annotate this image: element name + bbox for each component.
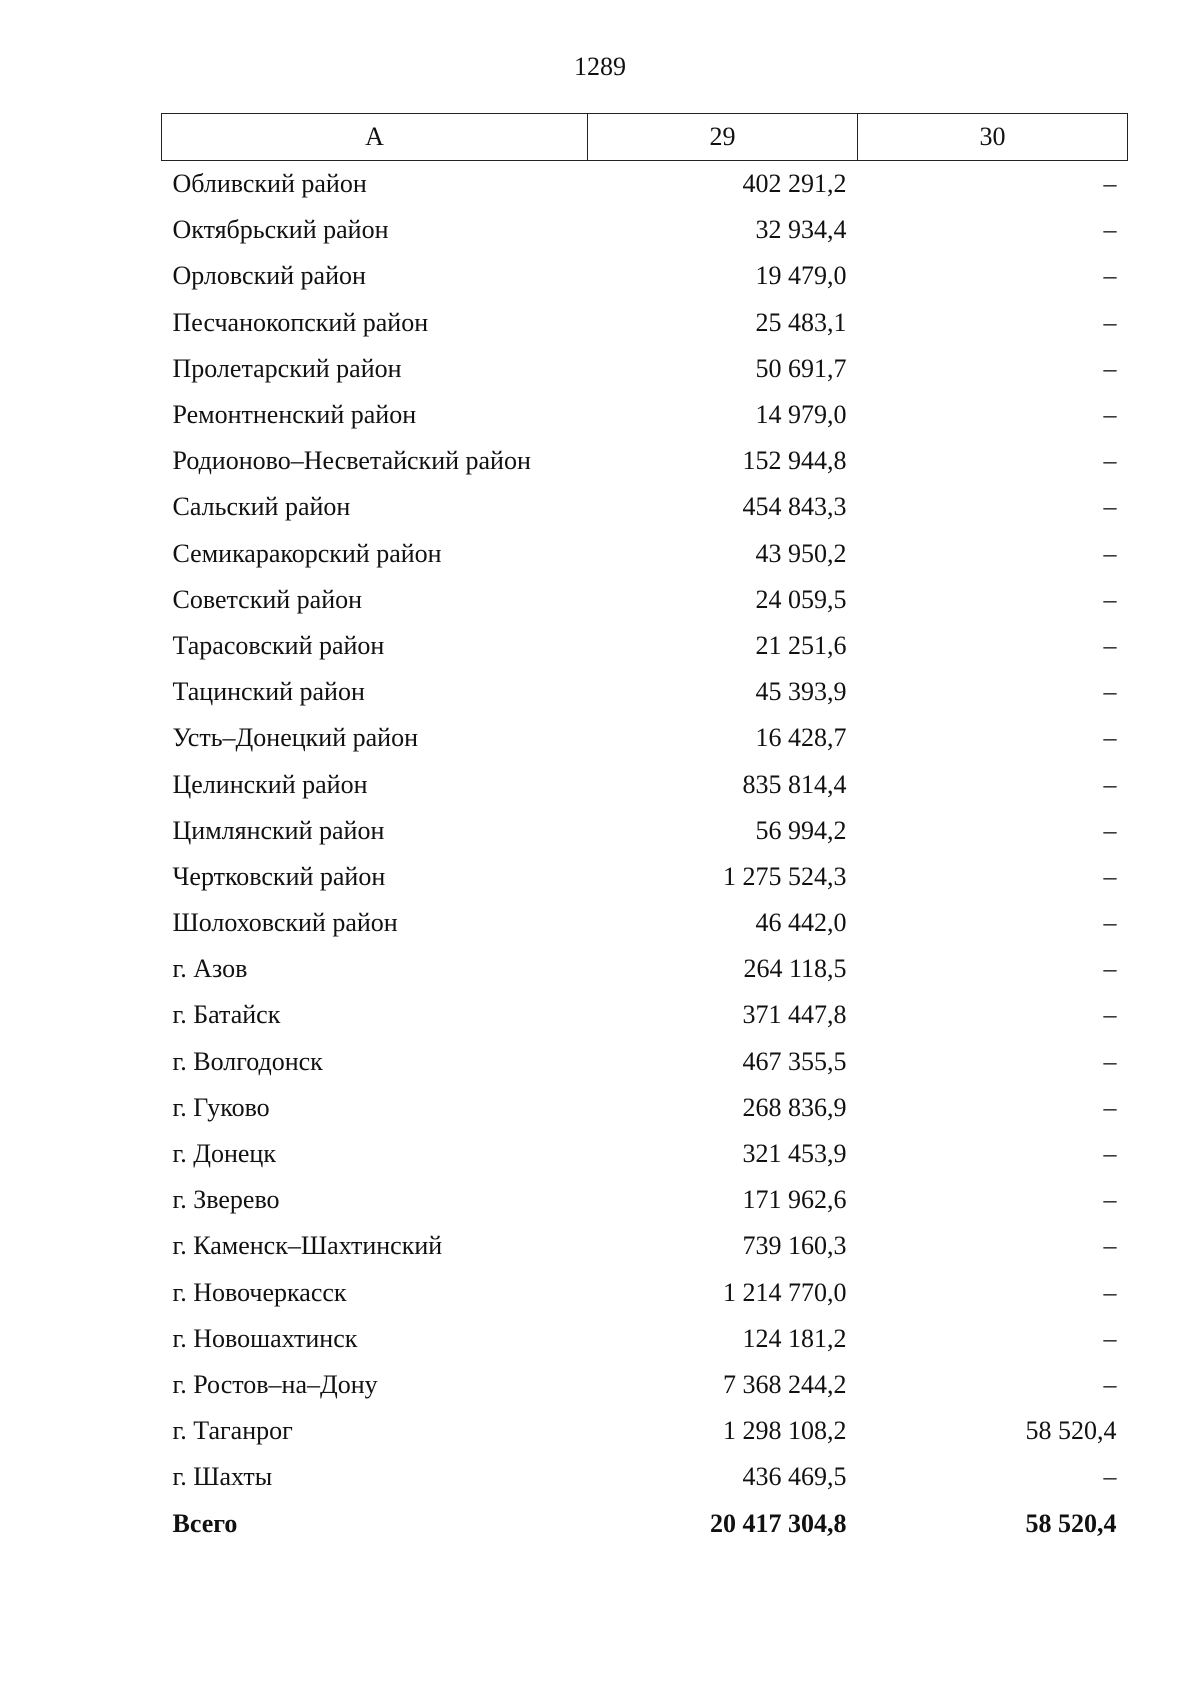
- table-row: [162, 669, 1128, 715]
- row-value-30-cell: –: [1103, 861, 1117, 891]
- row-name-cell: Семикаракорский район: [172, 538, 442, 568]
- row-value-29-cell: 454 843,3: [742, 492, 847, 522]
- row-name-cell: Целинский район: [172, 769, 368, 799]
- row-name-cell: Родионово–Несветайский район: [172, 446, 531, 476]
- row-value-29-cell: 7 368 244,2: [723, 1369, 847, 1399]
- table-row: [162, 300, 1128, 346]
- row-name-cell: Советский район: [172, 584, 363, 614]
- table-row: [162, 1454, 1128, 1500]
- table-row: [162, 1408, 1128, 1454]
- row-name-cell: Пролетарский район: [172, 353, 402, 383]
- row-value-30-cell: –: [1103, 677, 1117, 707]
- row-name-cell: г. Азов: [172, 954, 248, 984]
- row-value-29-cell: 1 298 108,2: [723, 1416, 847, 1446]
- row-value-29-cell: 45 393,9: [755, 677, 847, 707]
- table-row: [162, 854, 1128, 900]
- column-header-name: А: [162, 114, 588, 161]
- table-row: [162, 484, 1128, 530]
- table-row: [162, 253, 1128, 299]
- row-value-30-cell: –: [1103, 538, 1117, 568]
- row-value-30-cell: –: [1103, 492, 1117, 522]
- table-row: [162, 1270, 1128, 1316]
- row-name-cell: Чертковский район: [172, 861, 386, 891]
- total-label-cell: Всего: [172, 1508, 238, 1538]
- table-row: [162, 531, 1128, 577]
- row-value-30-cell: –: [1103, 954, 1117, 984]
- row-name-cell: г. Новочеркасск: [172, 1277, 347, 1307]
- row-name-cell: г. Новошахтинск: [172, 1323, 358, 1353]
- row-value-29-cell: 1 275 524,3: [723, 861, 847, 891]
- row-value-30-cell: –: [1103, 630, 1117, 660]
- row-value-29-cell: 46 442,0: [755, 908, 847, 938]
- row-name-cell: г. Волгодонск: [172, 1046, 323, 1076]
- row-value-29-cell: 19 479,0: [755, 261, 847, 291]
- row-name-cell: г. Каменск–Шахтинский: [172, 1231, 443, 1261]
- row-name-cell: г. Ростов–на–Дону: [172, 1369, 378, 1399]
- row-value-30-cell: –: [1103, 1092, 1117, 1122]
- row-value-30-cell: –: [1103, 1323, 1117, 1353]
- total-value-30-cell: 58 520,4: [1025, 1508, 1117, 1538]
- row-value-30-cell: –: [1103, 1185, 1117, 1215]
- row-name-cell: Тарасовский район: [172, 630, 385, 660]
- row-value-29-cell: 467 355,5: [742, 1046, 847, 1076]
- row-value-29-cell: 14 979,0: [755, 400, 847, 430]
- table-row: [162, 1362, 1128, 1408]
- table-row: [162, 1039, 1128, 1085]
- row-name-cell: г. Гуково: [172, 1092, 270, 1122]
- row-value-29-cell: 43 950,2: [755, 538, 847, 568]
- table-row: [162, 161, 1128, 208]
- table-row: [162, 577, 1128, 623]
- row-value-29-cell: 436 469,5: [742, 1462, 847, 1492]
- table-row: [162, 808, 1128, 854]
- row-value-29-cell: 371 447,8: [742, 1000, 847, 1030]
- budget-table: [161, 113, 1128, 1547]
- row-value-29-cell: 835 814,4: [742, 769, 847, 799]
- table-row: [162, 1085, 1128, 1131]
- row-value-30-cell: –: [1103, 1139, 1117, 1169]
- table-row: [162, 392, 1128, 438]
- row-value-30-cell: –: [1103, 446, 1117, 476]
- row-value-29-cell: 16 428,7: [755, 723, 847, 753]
- row-value-30-cell: –: [1103, 261, 1117, 291]
- row-name-cell: Сальский район: [172, 492, 351, 522]
- row-name-cell: Цимлянский район: [172, 815, 385, 845]
- row-value-30-cell: –: [1103, 1462, 1117, 1492]
- row-name-cell: г. Батайск: [172, 1000, 281, 1030]
- row-name-cell: Песчанокопский район: [172, 307, 429, 337]
- row-value-30-cell: 58 520,4: [1025, 1416, 1117, 1446]
- table-row: [162, 715, 1128, 761]
- row-value-29-cell: 321 453,9: [742, 1139, 847, 1169]
- row-value-30-cell: –: [1103, 307, 1117, 337]
- row-value-30-cell: –: [1103, 353, 1117, 383]
- row-name-cell: Обливский район: [172, 169, 367, 199]
- row-value-29-cell: 21 251,6: [755, 630, 847, 660]
- row-value-30-cell: –: [1103, 1046, 1117, 1076]
- row-value-29-cell: 24 059,5: [755, 584, 847, 614]
- row-name-cell: г. Донецк: [172, 1139, 276, 1169]
- row-name-cell: г. Шахты: [172, 1462, 273, 1492]
- table-row: [162, 1316, 1128, 1362]
- row-value-30-cell: –: [1103, 584, 1117, 614]
- row-value-29-cell: 402 291,2: [742, 169, 847, 199]
- row-value-29-cell: 1 214 770,0: [723, 1277, 847, 1307]
- page-number: 1289: [574, 52, 626, 81]
- row-value-29-cell: 152 944,8: [742, 446, 847, 476]
- row-name-cell: Тацинский район: [172, 677, 365, 707]
- table-row: [162, 623, 1128, 669]
- table-row: [162, 1131, 1128, 1177]
- column-header-30: 30: [858, 114, 1128, 161]
- row-value-29-cell: 171 962,6: [742, 1185, 847, 1215]
- total-row: [162, 1500, 1128, 1546]
- row-value-30-cell: –: [1103, 1000, 1117, 1030]
- row-value-29-cell: 264 118,5: [743, 954, 847, 984]
- table-row: [162, 1223, 1128, 1269]
- table-body: [162, 161, 1128, 1547]
- row-name-cell: г. Таганрог: [172, 1416, 293, 1446]
- row-value-30-cell: –: [1103, 908, 1117, 938]
- row-name-cell: г. Зверево: [172, 1185, 280, 1215]
- row-value-29-cell: 739 160,3: [742, 1231, 847, 1261]
- row-name-cell: Шолоховский район: [172, 908, 398, 938]
- table-row: [162, 438, 1128, 484]
- table-row: [162, 900, 1128, 946]
- row-value-30-cell: –: [1103, 215, 1117, 245]
- table-header-row: [162, 114, 1128, 161]
- row-value-29-cell: 25 483,1: [755, 307, 847, 337]
- row-value-30-cell: –: [1103, 1277, 1117, 1307]
- table-row: [162, 761, 1128, 807]
- row-value-29-cell: 50 691,7: [755, 353, 847, 383]
- row-value-30-cell: –: [1103, 169, 1117, 199]
- row-value-29-cell: 56 994,2: [755, 815, 847, 845]
- row-value-30-cell: –: [1103, 815, 1117, 845]
- row-name-cell: Усть–Донецкий район: [172, 723, 418, 753]
- row-value-30-cell: –: [1103, 1369, 1117, 1399]
- table-row: [162, 992, 1128, 1038]
- row-name-cell: Октябрьский район: [172, 215, 389, 245]
- row-name-cell: Ремонтненский район: [172, 400, 417, 430]
- table-row: [162, 207, 1128, 253]
- row-value-30-cell: –: [1103, 769, 1117, 799]
- total-value-29-cell: 20 417 304,8: [710, 1508, 847, 1538]
- row-name-cell: Орловский район: [172, 261, 366, 291]
- table-row: [162, 1177, 1128, 1223]
- row-value-30-cell: –: [1103, 400, 1117, 430]
- table-row: [162, 346, 1128, 392]
- row-value-30-cell: –: [1103, 723, 1117, 753]
- row-value-29-cell: 124 181,2: [742, 1323, 847, 1353]
- row-value-29-cell: 32 934,4: [755, 215, 847, 245]
- table-row: [162, 946, 1128, 992]
- row-value-29-cell: 268 836,9: [742, 1092, 847, 1122]
- row-value-30-cell: –: [1103, 1231, 1117, 1261]
- column-header-29: 29: [588, 114, 858, 161]
